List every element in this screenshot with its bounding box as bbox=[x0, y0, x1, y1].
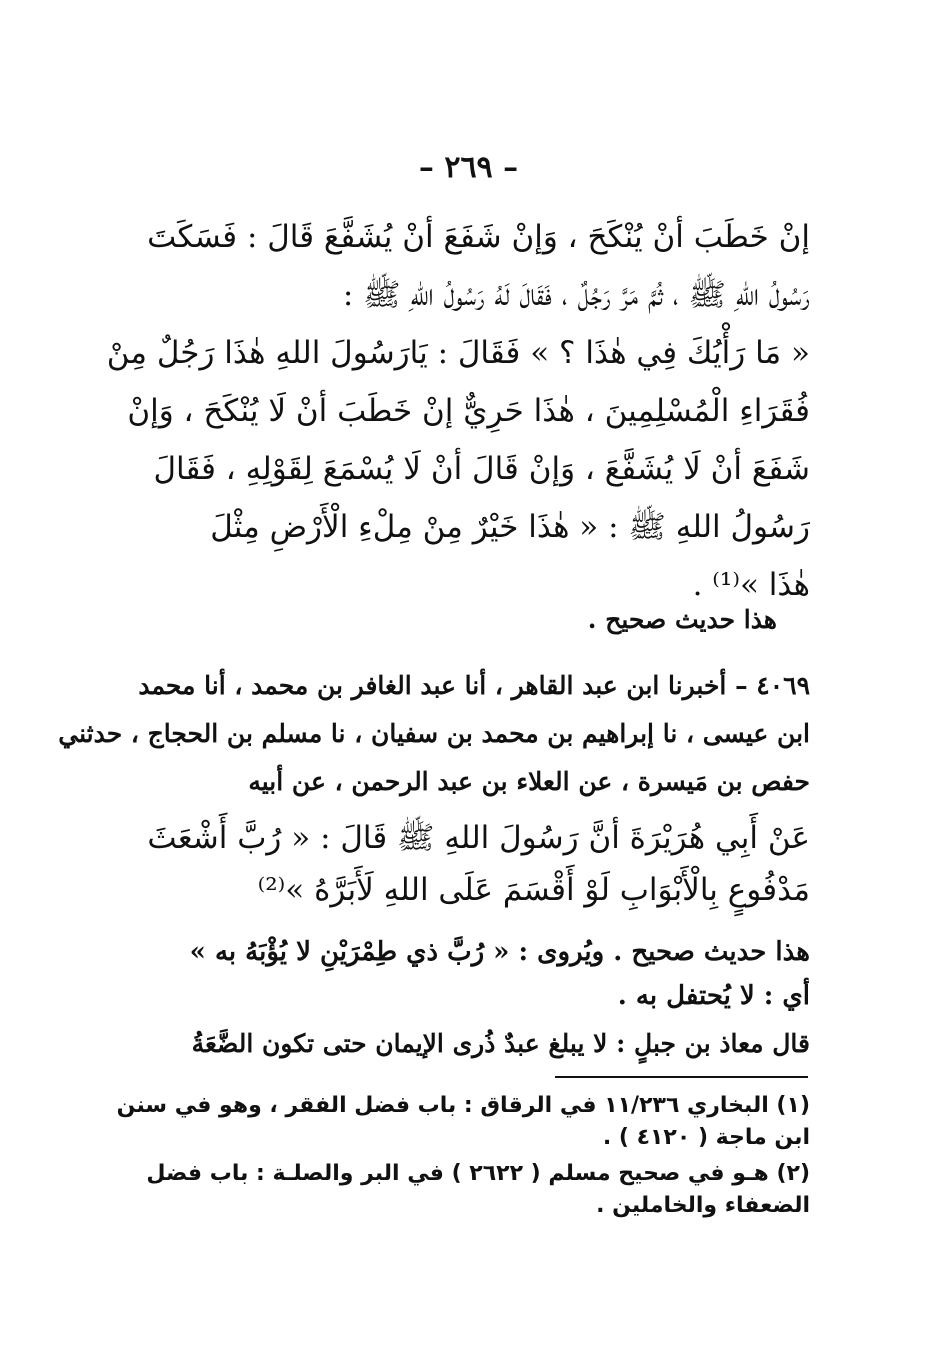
hadith-matn bbox=[147, 812, 810, 916]
hadith-isnad bbox=[58, 662, 810, 806]
hadith-main-text bbox=[106, 208, 810, 614]
hadith-grading: هذا حديث صحيح . bbox=[587, 605, 777, 634]
text-line: ابن عيسى ، نا إبراهيم بن محمد بن سفيان ، نا مسلم بن الحجاج ، حدثني bbox=[58, 719, 810, 748]
muadh-quote bbox=[160, 1024, 810, 1064]
footnote-line: الضعفاء والخاملين . bbox=[596, 1193, 810, 1218]
footnote-divider bbox=[555, 1076, 808, 1078]
text-line: قال معاذ بن جبلٍ : لا يبلغ عبدٌ ذُرى الإيمان حتى تكون الضَّعَةُ bbox=[191, 1029, 810, 1058]
text-line: هذا حديث صحيح . ويُروى : « رُبَّ ذي طِمْرَيْنِ لا يُؤْبَهُ به » bbox=[189, 937, 810, 967]
text-line: رَسُولُ اللهِ ﷺ : « هٰذَا خَيْرٌ مِنْ مِلْءِ الْأَرْضِ مِثْلَ bbox=[210, 509, 810, 545]
text-line: حفص بن مَيسرة ، عن العلاء بن عبد الرحمن ، عن أبيه bbox=[248, 767, 810, 796]
text-line: إنْ خَطَبَ أنْ يُنْكَحَ ، وَإنْ شَفَعَ أنْ يُشَفَّعَ قَالَ : فَسَكَتَ bbox=[147, 219, 810, 255]
text-line: شَفَعَ أنْ لَا يُشَفَّعَ ، وَإنْ قَالَ أنْ لَا يُسْمَعَ لِقَوْلِهِ ، فَقَالَ bbox=[153, 451, 810, 487]
text-line: فُقَرَاءِ الْمُسْلِمِينَ ، هٰذَا حَرِيٌّ إنْ خَطَبَ أنْ لَا يُنْكَحَ ، وَإنْ bbox=[127, 393, 810, 429]
text-line: رَسُولُ اللهِ ﷺ ، ثُمَّ مَرَّ رَجُلٌ ، فَقَالَ لَهُ رَسُولُ اللهِ ﷺ : bbox=[342, 277, 810, 313]
footnote-line: (١) البخاري ١١/٢٣٦ في الرقاق : باب فضل الفقر ، وهو في سنن bbox=[116, 1093, 810, 1118]
text-line: عَنْ أَبِي هُرَيْرَةَ أنَّ رَسُولَ اللهِ ﷺ قَالَ : « رُبَّ أَشْعَثَ bbox=[147, 820, 810, 856]
text-line: أي : لا يُحتفل به . bbox=[617, 981, 810, 1011]
text-line: مَدْفُوعٍ بِالْأَبْوَابِ لَوْ أَقْسَمَ عَلَى اللهِ لَأَبَرَّهُ »⁽²⁾ bbox=[257, 872, 810, 908]
footnotes bbox=[116, 1090, 810, 1222]
hadith-grading-commentary bbox=[160, 930, 810, 1018]
text-line: هٰذَا »⁽¹⁾ . bbox=[692, 567, 810, 603]
footnote-line: ابن ماجة ( ٤١٢٠ ) . bbox=[602, 1125, 810, 1150]
page-number: – ٢٦٩ – bbox=[418, 150, 519, 185]
text-line: « مَا رَأْيُكَ فِي هٰذَا ؟ » فَقَالَ : يَارَسُولَ اللهِ هٰذَا رَجُلٌ مِنْ bbox=[106, 335, 810, 371]
footnote-line: (٢) هـو في صحيح مسلم ( ٢٦٢٢ ) في البر والصلـة : باب فضل bbox=[146, 1161, 810, 1186]
text-line: ٤٠٦٩ – أخبرنا ابن عبد القاهر ، أنا عبد الغافر بن محمد ، أنا محمد bbox=[138, 671, 810, 700]
